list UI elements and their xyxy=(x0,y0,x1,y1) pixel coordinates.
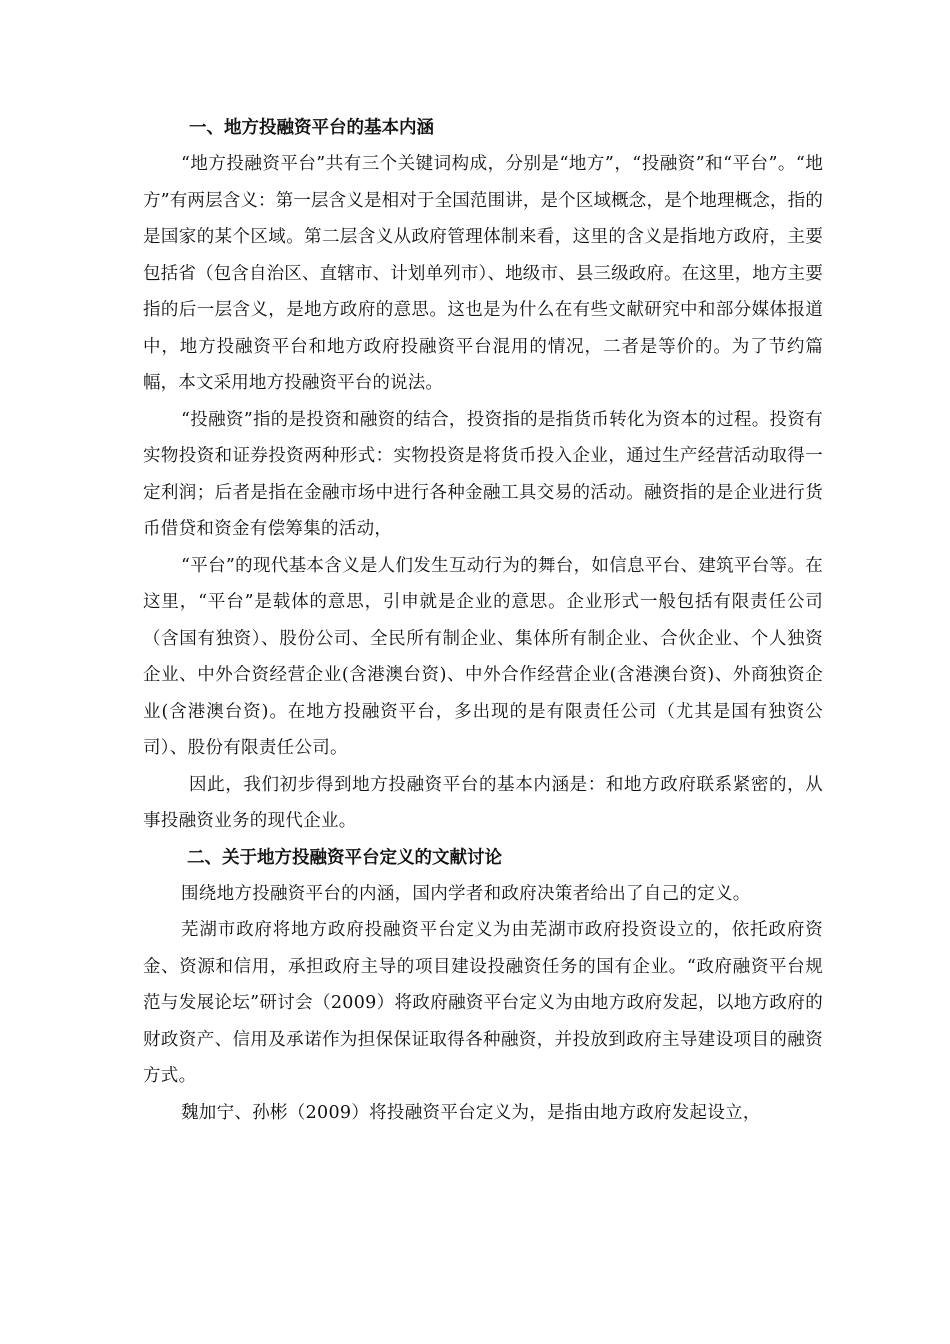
section-heading: 二、关于地方投融资平台定义的文献讨论 xyxy=(187,847,502,868)
section-heading: 一、地方投融资平台的基本内涵 xyxy=(189,118,434,138)
section-literature-discussion xyxy=(143,840,823,1132)
paragraph: 芜湖市政府将地方政府投融资平台定义为由芜湖市政府投资设立的，依托政府资金、资源和信用，承担政府主导的项目建设投融资任务的国有企业。“政府融资平台规范与发展论坛”研讨会（2009）将政府融资平台定义为由地方政府发起，以地方政府的财政资产、信用及承诺作为担保保证取得各种融资，并投放到政府主导建设项目的融资方式。 xyxy=(143,920,823,1086)
document-body xyxy=(143,110,823,1131)
paragraph: “投融资”指的是投资和融资的结合，投资指的是指货币转化为资本的过程。投资有实物投资和证券投资两种形式：实物投资是将货币投入企业，通过生产经营活动取得一定利润；后者是指在金融市场中进行各种金融工具交易的活动。融资指的是企业进行货币借贷和资金有偿筹集的活动， xyxy=(143,409,823,539)
paragraph: “平台”的现代基本含义是人们发生互动行为的舞台，如信息平台、建筑平台等。在这里，“平台”是载体的意思，引申就是企业的意思。企业形式一般包括有限责任公司（含国有独资）、股份公司、全民所有制企业、集体所有制企业、合伙企业、个人独资企业、中外合资经营企业(含港澳台资)、中外合作经营企业(含港澳台资)、外商独资企业(含港澳台资)。在地方投融资平台，多出现的是有限责任公司（尤其是国有独资公司）、股份有限责任公司。 xyxy=(143,555,823,758)
paragraph: 因此，我们初步得到地方投融资平台的基本内涵是：和地方政府联系紧密的，从事投融资业务的现代企业。 xyxy=(143,774,823,831)
paragraph: 魏加宁、孙彬（2009）将投融资平台定义为，是指由地方政府发起设立， xyxy=(181,1102,761,1123)
paragraph: “地方投融资平台”共有三个关键词构成，分别是“地方”，“投融资”和“平台”。“地方”有两层含义：第一层含义是相对于全国范围讲，是个区域概念，是个地理概念，指的是国家的某个区域。第二层含义从政府管理体制来看，这里的含义是指地方政府，主要包括省（包含自治区、直辖市、计划单列市）、地级市、县三级政府。在这里，地方主要指的后一层含义，是地方政府的意思。这也是为什么在有些文献研究中和部分媒体报道中，地方投融资平台和地方政府投融资平台混用的情况，二者是等价的。为了节约篇幅，本文采用地方投融资平台的说法。 xyxy=(143,154,823,393)
paragraph: 围绕地方投融资平台的内涵，国内学者和政府决策者给出了自己的定义。 xyxy=(181,883,751,904)
section-basic-connotation xyxy=(143,110,823,840)
